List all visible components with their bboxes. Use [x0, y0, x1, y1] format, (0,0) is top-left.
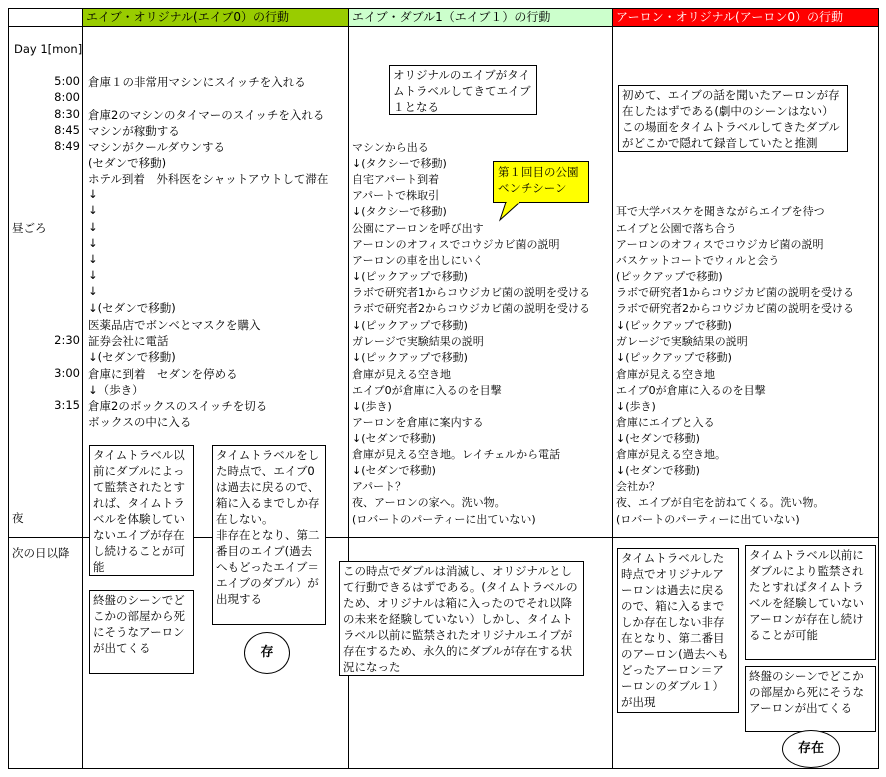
abe-double-action: 倉庫が見える空き地 — [352, 368, 451, 381]
abe-double-action: エイブ0が倉庫に入るのを目撃 — [352, 384, 502, 397]
note-aaron-dying: 終盤のシーンでどこかの部屋から死にそうなアーロンが出てくる — [745, 666, 876, 732]
abe-double-action: アパートで株取引 — [352, 189, 440, 202]
abe-double-action: ↓(セダンで移動) — [352, 432, 436, 445]
abe-double-action: 夜、アーロンの家へ。洗い物。 — [352, 496, 506, 509]
abe-double-action: 自宅アパート到着 — [352, 173, 440, 186]
abe-original-action: マシンが稼動する — [88, 124, 180, 138]
abe-original-action: ↓ — [88, 284, 98, 298]
aaron-original-action: 倉庫が見える空き地。 — [616, 448, 726, 461]
note-aaron-first-meeting: 初めて、エイブの話を聞いたアーロンが存在したはずである(劇中のシーンはない）この場面をタイムトラベルしてきたダブルがどこかで隠れて録音していたと推測 — [618, 85, 848, 152]
abe-original-action: ↓ — [88, 236, 98, 250]
abe-original-action: ↓ — [88, 187, 98, 201]
abe-double-action: ↓(タクシーで移動) — [352, 205, 447, 218]
aaron-original-action: ガレージで実験結果の説明 — [616, 335, 748, 348]
abe-double-action: ↓(歩き) — [352, 400, 392, 413]
abe-original-action: ↓(セダンで移動) — [88, 301, 176, 315]
time-0300: 3:00 — [54, 366, 80, 380]
aaron-original-action: ↓(セダンで移動) — [616, 432, 700, 445]
time-next-day: 次の日以降 — [12, 546, 70, 560]
abe-original-action: 倉庫2のボックスのスイッチを切る — [88, 399, 268, 413]
aaron-original-action: 会社か？ — [616, 480, 660, 493]
abe-double-action: 公園にアーロンを呼び出す — [352, 222, 484, 235]
aaron-original-action: (ピックアップで移動) — [616, 270, 723, 283]
time-noon: 昼ごろ — [12, 221, 47, 235]
note-abe-confined-before: タイムトラベル以前にダブルによって監禁されたとすれば、タイムトラベルを体験していないエイブが存在し続けることが可能 — [89, 445, 194, 576]
aaron-original-action: ↓(ピックアップで移動) — [616, 319, 732, 332]
aaron-original-action: 倉庫が見える空き地 — [616, 368, 715, 381]
abe-double-action: ラボで研究者2からコウジカビ菌の説明を受ける — [352, 302, 590, 315]
aaron-original-action: (ロバートのパーティーに出ていない) — [616, 513, 800, 526]
abe-double-action: ↓(ピックアップで移動) — [352, 270, 468, 283]
aaron-original-action: ラボで研究者1からコウジカビ菌の説明を受ける — [616, 286, 854, 299]
abe-double-action: ↓(タクシーで移動) — [352, 157, 447, 170]
time-day1: Day 1[mon] — [14, 42, 83, 56]
abe-original-action: 倉庫2のマシンのタイマーのスイッチを入れる — [88, 108, 325, 122]
abe-original-action: 倉庫１の非常用マシンにスイッチを入れる — [88, 75, 306, 89]
grid-col1-border — [82, 8, 83, 769]
abe-original-action: ↓ — [88, 268, 98, 282]
abe-double-action: アーロンの車を出しにいく — [352, 254, 484, 267]
time-0800: 8:00 — [54, 90, 80, 104]
note-abe-dying-aaron: 終盤のシーンでどこかの部屋から死にそうなアーロンが出てくる — [89, 590, 194, 674]
abe-double-action: アーロンを倉庫に案内する — [352, 416, 484, 429]
abe-double-action: アーロンのオフィスでコウジカビ菌の説明 — [352, 238, 560, 251]
grid-left-border — [8, 8, 9, 769]
abe-original-action: ホテル到着 外科医をシャットアウトして滞在 — [88, 172, 329, 186]
grid-right-border — [878, 8, 879, 769]
abe-original-action: マシンがクールダウンする — [88, 140, 226, 154]
bubble-exist-2: 存在 — [782, 730, 840, 768]
note-abe-becomes-double: オリジナルのエイブがタイムトラベルしてきてエイブ１となる — [389, 65, 537, 115]
aaron-original-action: 倉庫にエイブと入る — [616, 416, 715, 429]
aaron-original-action: エイブ0が倉庫に入るのを目撃 — [616, 384, 766, 397]
abe-original-action: ↓（歩き） — [88, 383, 144, 397]
abe-double-action: ↓(ピックアップで移動) — [352, 351, 468, 364]
abe-original-action: 証券会社に電話 — [88, 334, 169, 348]
aaron-original-action: 耳で大学バスケを聞きながらエイブを待つ — [616, 205, 825, 218]
abe-double-action: 倉庫が見える空き地。レイチェルから電話 — [352, 448, 561, 461]
aaron-original-action: ↓(セダンで移動) — [616, 464, 700, 477]
time-0500: 5:00 — [54, 74, 80, 88]
abe-double-action: マシンから出る — [352, 141, 429, 154]
aaron-original-action: エイブと公園で落ち合う — [616, 222, 737, 235]
abe-original-action: 医薬品店でボンベとマスクを購入 — [88, 318, 261, 332]
grid-col3-border — [612, 8, 613, 769]
note-abe-nonexistence: タイムトラベルをした時点で、エイブ0は過去に戻るので、箱に入るまでしか存在しない。 非存在となり、第二番目のエイブ(過去へもどったエイブ＝エイブのダブル）が出現する — [212, 445, 326, 625]
callout-first-park-bench: 第１回目の公園ベンチシーン — [493, 161, 589, 203]
abe-original-action: (セダンで移動) — [88, 156, 167, 170]
header-abe-double: エイブ・ダブル1（エイブ１）の行動 — [349, 9, 612, 26]
grid-header-bottom — [8, 26, 878, 27]
time-0845: 8:45 — [54, 123, 80, 137]
time-night: 夜 — [12, 511, 24, 525]
time-0849: 8:49 — [54, 139, 80, 153]
time-0315: 3:15 — [54, 398, 80, 412]
abe-double-action: アパート？ — [352, 480, 407, 493]
header-abe-original: エイブ・オリジナル(エイブ0）の行動 — [83, 9, 348, 26]
aaron-original-action: バスケットコートでウィルと会う — [616, 254, 780, 267]
bubble-exist-1: 存 — [244, 632, 290, 674]
abe-original-action: ↓ — [88, 203, 98, 217]
abe-double-action: (ロバートのパーティーに出ていない) — [352, 513, 536, 526]
abe-original-action: ボックスの中に入る — [88, 415, 192, 429]
aaron-original-action: アーロンのオフィスでコウジカビ菌の説明 — [616, 238, 824, 251]
aaron-original-action: ↓(ピックアップで移動) — [616, 351, 732, 364]
abe-double-action: ガレージで実験結果の説明 — [352, 335, 484, 348]
note-aaron-nonexistence: タイムトラベルした時点でオリジナルアーロンは過去に戻るので、箱に入るまでしか存在しない非存在となり、第二番目のアーロン(過去へもどったアーロン＝アーロンのダブル１）が出現 — [617, 548, 739, 713]
abe-original-action: ↓ — [88, 252, 98, 266]
header-aaron-original: アーロン・オリジナル(アーロン0）の行動 — [613, 9, 878, 26]
abe-original-action: ↓(セダンで移動) — [88, 350, 176, 364]
time-0830: 8:30 — [54, 107, 80, 121]
aaron-original-action: 夜、エイブが自宅を訪ねてくる。洗い物。 — [616, 496, 825, 509]
abe-original-action: ↓ — [88, 220, 98, 234]
callout-pointer — [498, 202, 528, 222]
note-aaron-confined-before: タイムトラベル以前にダブルにより監禁されたとすればタイムトラベルを経験していないアーロンが存在し続けることが可能 — [745, 545, 876, 660]
abe-double-action: ↓(セダンで移動) — [352, 464, 436, 477]
note-double-vanishes: この時点でダブルは消滅し、オリジナルとして行動できるはずである。(タイムトラベルのため、オリジナルは箱に入ったのでそれ以降の未来を経験していない）しかし、タイムトラベル以前に監禁されたオリジナルエイブが存在するため、永久的にダブルが存在する状況になった — [339, 561, 584, 676]
time-0230: 2:30 — [54, 333, 80, 347]
abe-double-action: ↓(ピックアップで移動) — [352, 319, 468, 332]
grid-bottom-border — [8, 768, 878, 769]
abe-double-action: ラボで研究者1からコウジカビ菌の説明を受ける — [352, 286, 590, 299]
abe-original-action: 倉庫に到着 セダンを停める — [88, 367, 238, 381]
aaron-original-action: ↓(歩き) — [616, 400, 656, 413]
aaron-original-action: ラボで研究者2からコウジカビ菌の説明を受ける — [616, 302, 854, 315]
